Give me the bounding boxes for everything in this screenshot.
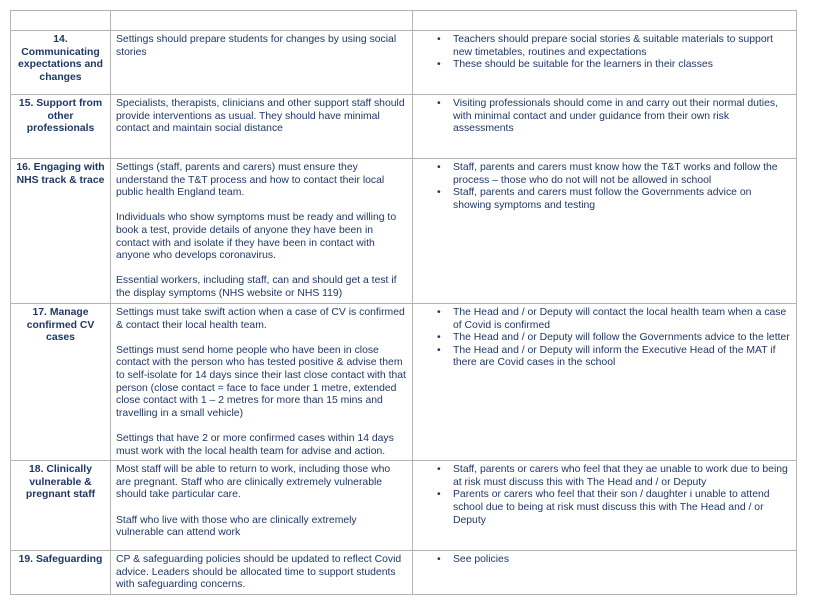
guidance-cell — [111, 159, 413, 304]
action-item — [418, 162, 791, 187]
row-heading: 19. Safeguarding — [11, 551, 111, 595]
action-text: Teachers should prepare social stories & suitable materials to support new timetables, routines and expectations — [453, 34, 773, 58]
guidance-cell — [111, 461, 413, 551]
action-item — [418, 59, 791, 72]
row-heading: 18. Clinically vulnerable & pregnant staff — [11, 461, 111, 551]
actions-list — [418, 98, 791, 136]
actions-list — [418, 464, 791, 527]
action-item — [418, 187, 791, 212]
row-heading: 17. Manage confirmed CV cases — [11, 304, 111, 461]
action-text: Staff, parents and carers must know how the T&T works and follow the process – those who do not will not be allowed in school — [453, 162, 778, 186]
guidance-paragraph: Essential workers, including staff, can and should get a test if the display symptoms (NHS website or NHS 119) — [116, 275, 397, 299]
actions-list — [418, 307, 791, 370]
actions-list — [418, 34, 791, 72]
guidance-paragraph: Individuals who show symptoms must be ready and willing to book a test, provide details of anyone they have been in contact with and isolate if they have been in contact with anyone who develops coronavirus. — [116, 212, 397, 262]
action-item — [418, 332, 791, 345]
action-item — [418, 98, 791, 136]
row-heading: 14. Communicating expectations and changes — [11, 31, 111, 95]
action-text: Visiting professionals should come in and carry out their normal duties, with minimal contact and under guidance from their own risk assessments — [453, 98, 778, 135]
guidance-paragraph: Settings (staff, parents and carers) must ensure they understand the T&T process and how to contact their local public health England team. — [116, 162, 385, 199]
actions-cell — [413, 304, 797, 461]
action-text: The Head and / or Deputy will contact the local health team when a case of Covid is confirmed — [453, 307, 787, 331]
bullet-icon: • — [437, 554, 441, 566]
bullet-icon: • — [437, 489, 441, 501]
guidance-cell — [111, 31, 413, 95]
guidance-cell — [111, 95, 413, 159]
action-text: These should be suitable for the learners in their classes — [453, 59, 713, 71]
guidance-paragraph: Staff who live with those who are clinically extremely vulnerable can attend work — [116, 514, 357, 539]
guidance-paragraph: Settings must take swift action when a case of CV is confirmed & contact their local health team. — [116, 307, 405, 331]
bullet-icon: • — [437, 332, 441, 344]
table-row — [11, 461, 797, 551]
table-row — [11, 159, 797, 304]
table-row — [11, 551, 797, 595]
actions-cell — [413, 159, 797, 304]
actions-cell — [413, 551, 797, 595]
bullet-icon: • — [437, 34, 441, 45]
actions-cell — [413, 31, 797, 95]
guidance-paragraph: CP & safeguarding policies should be updated to reflect Covid advice. Leaders should be allocated time to support students with safeguarding concerns. — [116, 554, 402, 591]
bullet-icon: • — [437, 307, 441, 318]
action-item — [418, 307, 791, 332]
actions-list — [418, 162, 791, 212]
action-text: Staff, parents and carers must follow the Governments advice on showing symptoms and testing — [453, 187, 752, 211]
table-row — [11, 31, 797, 95]
guidance-paragraph: Settings should prepare students for changes by using social stories — [116, 34, 397, 58]
table-cell-empty — [413, 11, 797, 31]
action-text: The Head and / or Deputy will follow the Governments advice to the letter — [453, 332, 790, 344]
bullet-icon: • — [437, 187, 441, 199]
row-heading: 16. Engaging with NHS track & trace — [11, 159, 111, 304]
guidance-paragraph: Most staff will be able to return to work, including those who are pregnant. Staff who are clinically extremely vulnerable should take particular care. — [116, 464, 391, 501]
guidance-cell — [111, 304, 413, 461]
action-text: Parents or carers who feel that their son / daughter i unable to attend school due to being at risk must discuss this with The Head and / or Deputy — [453, 489, 770, 526]
action-text: See policies — [453, 554, 510, 566]
actions-list — [418, 554, 791, 567]
bullet-icon: • — [437, 464, 441, 476]
table-row-empty — [11, 11, 797, 31]
bullet-icon: • — [437, 344, 441, 356]
bullet-icon: • — [437, 98, 441, 109]
action-text: The Head and / or Deputy will inform the Executive Head of the MAT if there are Covid cases in the school — [453, 344, 776, 369]
guidance-paragraph: Specialists, therapists, clinicians and other support staff should provide interventions as usual. They should have minimal contact and maintain social distance — [116, 98, 405, 135]
bullet-icon: • — [437, 162, 441, 173]
actions-cell — [413, 95, 797, 159]
action-text: Staff, parents or carers who feel that they ae unable to work due to being at risk must discuss this with The Head and / or Deputy — [453, 464, 788, 488]
table-cell-empty — [111, 11, 413, 31]
guidance-cell — [111, 551, 413, 595]
bullet-icon: • — [437, 59, 441, 71]
table-cell-empty — [11, 11, 111, 31]
table-row — [11, 304, 797, 461]
guidance-paragraph: Settings that have 2 or more confirmed cases within 14 days must work with the local health team for advise and action. — [116, 432, 394, 457]
guidance-paragraph: Settings must send home people who have been in close contact with the person who has tested positive & advise them to self-isolate for 14 days since their last close contact with that person (close contact = face to face under 1 metre, extended close contact with 1 – 2 metres for more than 15 mins and travelling in a small vehicle) — [116, 344, 406, 419]
action-item — [418, 34, 791, 59]
table-row — [11, 95, 797, 159]
action-item — [418, 345, 791, 370]
action-item — [418, 554, 791, 567]
action-item — [418, 464, 791, 489]
action-item — [418, 489, 791, 527]
actions-cell — [413, 461, 797, 551]
risk-assessment-table — [10, 10, 797, 595]
row-heading: 15. Support from other professionals — [11, 95, 111, 159]
